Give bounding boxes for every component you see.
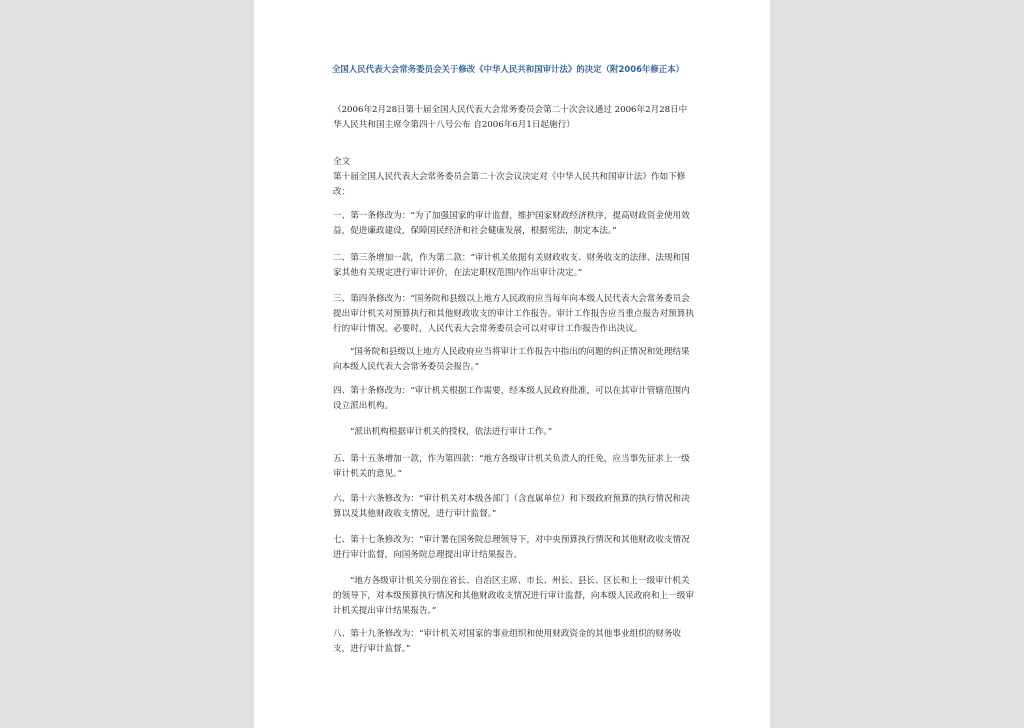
intro-paragraph: 第十届全国人民代表大会常务委员会第二十次会议决定对《中华人民共和国审计法》作如下修改：: [333, 172, 686, 197]
paragraph-7: 七、第十七条修改为：“审计署在国务院总理领导下，对中央预算执行情况和其他财政收支情况进行审计监督，向国务院总理提出审计结果报告。: [333, 535, 690, 560]
document-title: 全国人民代表大会常务委员会关于修改《中华人民共和国审计法》的决定（附2006年修正本）: [332, 64, 685, 74]
paragraph-5: 五、第十五条增加一款，作为第四款：“地方各级审计机关负责人的任免，应当事先征求上一级审计机关的意见。”: [333, 454, 690, 479]
paragraph-1: 一、第一条修改为：“为了加强国家的审计监督，维护国家财政经济秩序，提高财政资金使用效益，促进廉政建设，保障国民经济和社会健康发展，根据宪法，制定本法。”: [333, 211, 690, 236]
paragraph-6: 六、第十六条修改为：“审计机关对本级各部门（含直属单位）和下级政府预算的执行情况和决算以及其他财政收支情况，进行审计监督。”: [333, 494, 690, 519]
paragraph-3-continued: “国务院和县级以上地方人民政府应当将审计工作报告中指出的问题的纠正情况和处理结果向本级人民代表大会常务委员会报告。”: [333, 347, 690, 372]
document-subtitle: （2006年2月28日第十届全国人民代表大会常务委员会第二十次会议通过 2006年2月28日中华人民共和国主席令第四十八号公布 自2006年6月1日起施行）: [333, 105, 688, 130]
section-heading: 全文: [333, 157, 351, 167]
paragraph-4: 四、第十条修改为：“审计机关根据工作需要，经本级人民政府批准，可以在其审计管辖范围内设立派出机构。: [333, 386, 690, 411]
paragraph-8: 八、第十九条修改为：“审计机关对国家的事业组织和使用财政资金的其他事业组织的财务收支，进行审计监督。”: [333, 629, 682, 654]
document-page: [254, 0, 770, 728]
paragraph-2: 二、第三条增加一款，作为第二款：“审计机关依据有关财政收支、财务收支的法律、法规和国家其他有关规定进行审计评价，在法定职权范围内作出审计决定。”: [333, 253, 690, 278]
paragraph-4-continued: “派出机构根据审计机关的授权，依法进行审计工作。”: [350, 427, 553, 437]
paragraph-7-continued: “地方各级审计机关分别在省长、自治区主席、市长、州长、县长、区长和上一级审计机关的领导下，对本级预算执行情况和其他财政收支情况进行审计监督，向本级人民政府和上一级审计机关提出审计结果报告。”: [333, 576, 694, 616]
paragraph-3: 三、第四条修改为：“国务院和县级以上地方人民政府应当每年向本级人民代表大会常务委员会提出审计机关对预算执行和其他财政收支的审计工作报告。审计工作报告应当重点报告对预算执行的审计情况。必要时，人民代表大会常务委员会可以对审计工作报告作出决议。: [333, 294, 694, 334]
